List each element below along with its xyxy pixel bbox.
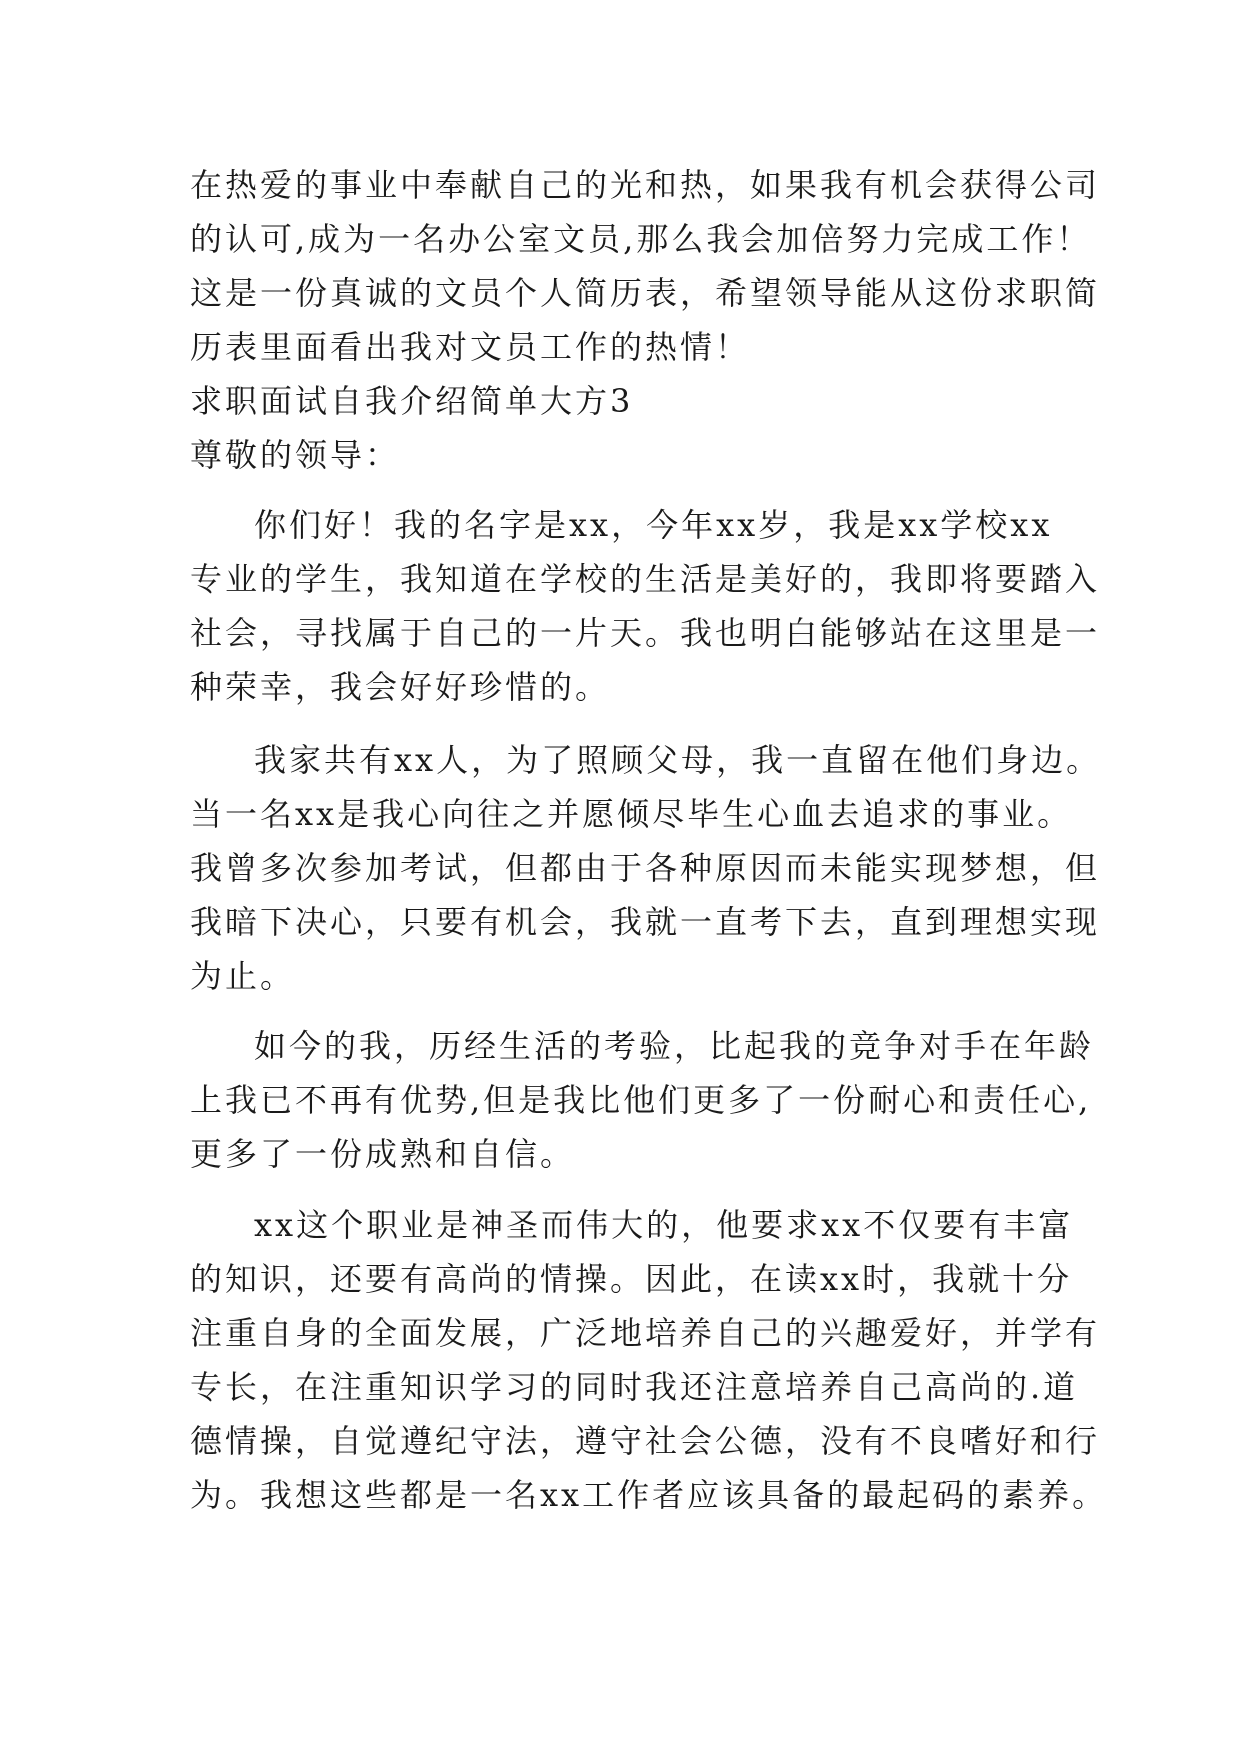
salutation: 尊敬的领导： xyxy=(190,436,401,474)
paragraph-line: 我曾多次参加考试，但都由于各种原因而未能实现梦想，但 xyxy=(190,849,1101,887)
paragraph-line: 社会，寻找属于自己的一片天。我也明白能够站在这里是一 xyxy=(190,614,1101,652)
paragraph-line: 种荣幸，我会好好珍惜的。 xyxy=(190,668,611,706)
paragraph-line: 为止。 xyxy=(190,957,296,995)
paragraph-line: 德情操，自觉遵纪守法，遵守社会公德，没有不良嗜好和行 xyxy=(190,1422,1101,1460)
paragraph-line: 注重自身的全面发展，广泛地培养自己的兴趣爱好，并学有 xyxy=(190,1314,1101,1352)
paragraph-line: xx这个职业是神圣而伟大的，他要求xx不仅要有丰富 xyxy=(254,1206,1074,1244)
paragraph-line: 的认可,成为一名办公室文员,那么我会加倍努力完成工作！ xyxy=(190,220,1092,258)
paragraph-line: 专长，在注重知识学习的同时我还注意培养自己高尚的.道 xyxy=(190,1368,1079,1406)
paragraph-line: 你们好！我的名字是xx，今年xx岁，我是xx学校xx xyxy=(254,506,1053,544)
paragraph-line: 我家共有xx人，为了照顾父母，我一直留在他们身边。 xyxy=(254,741,1102,779)
section-heading: 求职面试自我介绍简单大方3 xyxy=(190,382,634,420)
paragraph-line: 为。我想这些都是一名xx工作者应该具备的最起码的素养。 xyxy=(190,1476,1108,1514)
paragraph-line: 更多了一份成熟和自信。 xyxy=(190,1135,576,1173)
paragraph-line: 历表里面看出我对文员工作的热情！ xyxy=(190,328,751,366)
paragraph-line: 在热爱的事业中奉献自己的光和热，如果我有机会获得公司 xyxy=(190,166,1101,204)
paragraph-line: 的知识，还要有高尚的情操。因此，在读xx时，我就十分 xyxy=(190,1260,1073,1298)
paragraph-line: 当一名xx是我心向往之并愿倾尽毕生心血去追求的事业。 xyxy=(190,795,1073,833)
paragraph-line: 这是一份真诚的文员个人简历表，希望领导能从这份求职简 xyxy=(190,274,1101,312)
paragraph-line: 如今的我，历经生活的考验，比起我的竞争对手在年龄 xyxy=(254,1027,1095,1065)
paragraph-line: 我暗下决心，只要有机会，我就一直考下去，直到理想实现 xyxy=(190,903,1101,941)
paragraph-line: 专业的学生，我知道在学校的生活是美好的，我即将要踏入 xyxy=(190,560,1101,598)
paragraph-line: 上我已不再有优势,但是我比他们更多了一份耐心和责任心, xyxy=(190,1081,1092,1119)
